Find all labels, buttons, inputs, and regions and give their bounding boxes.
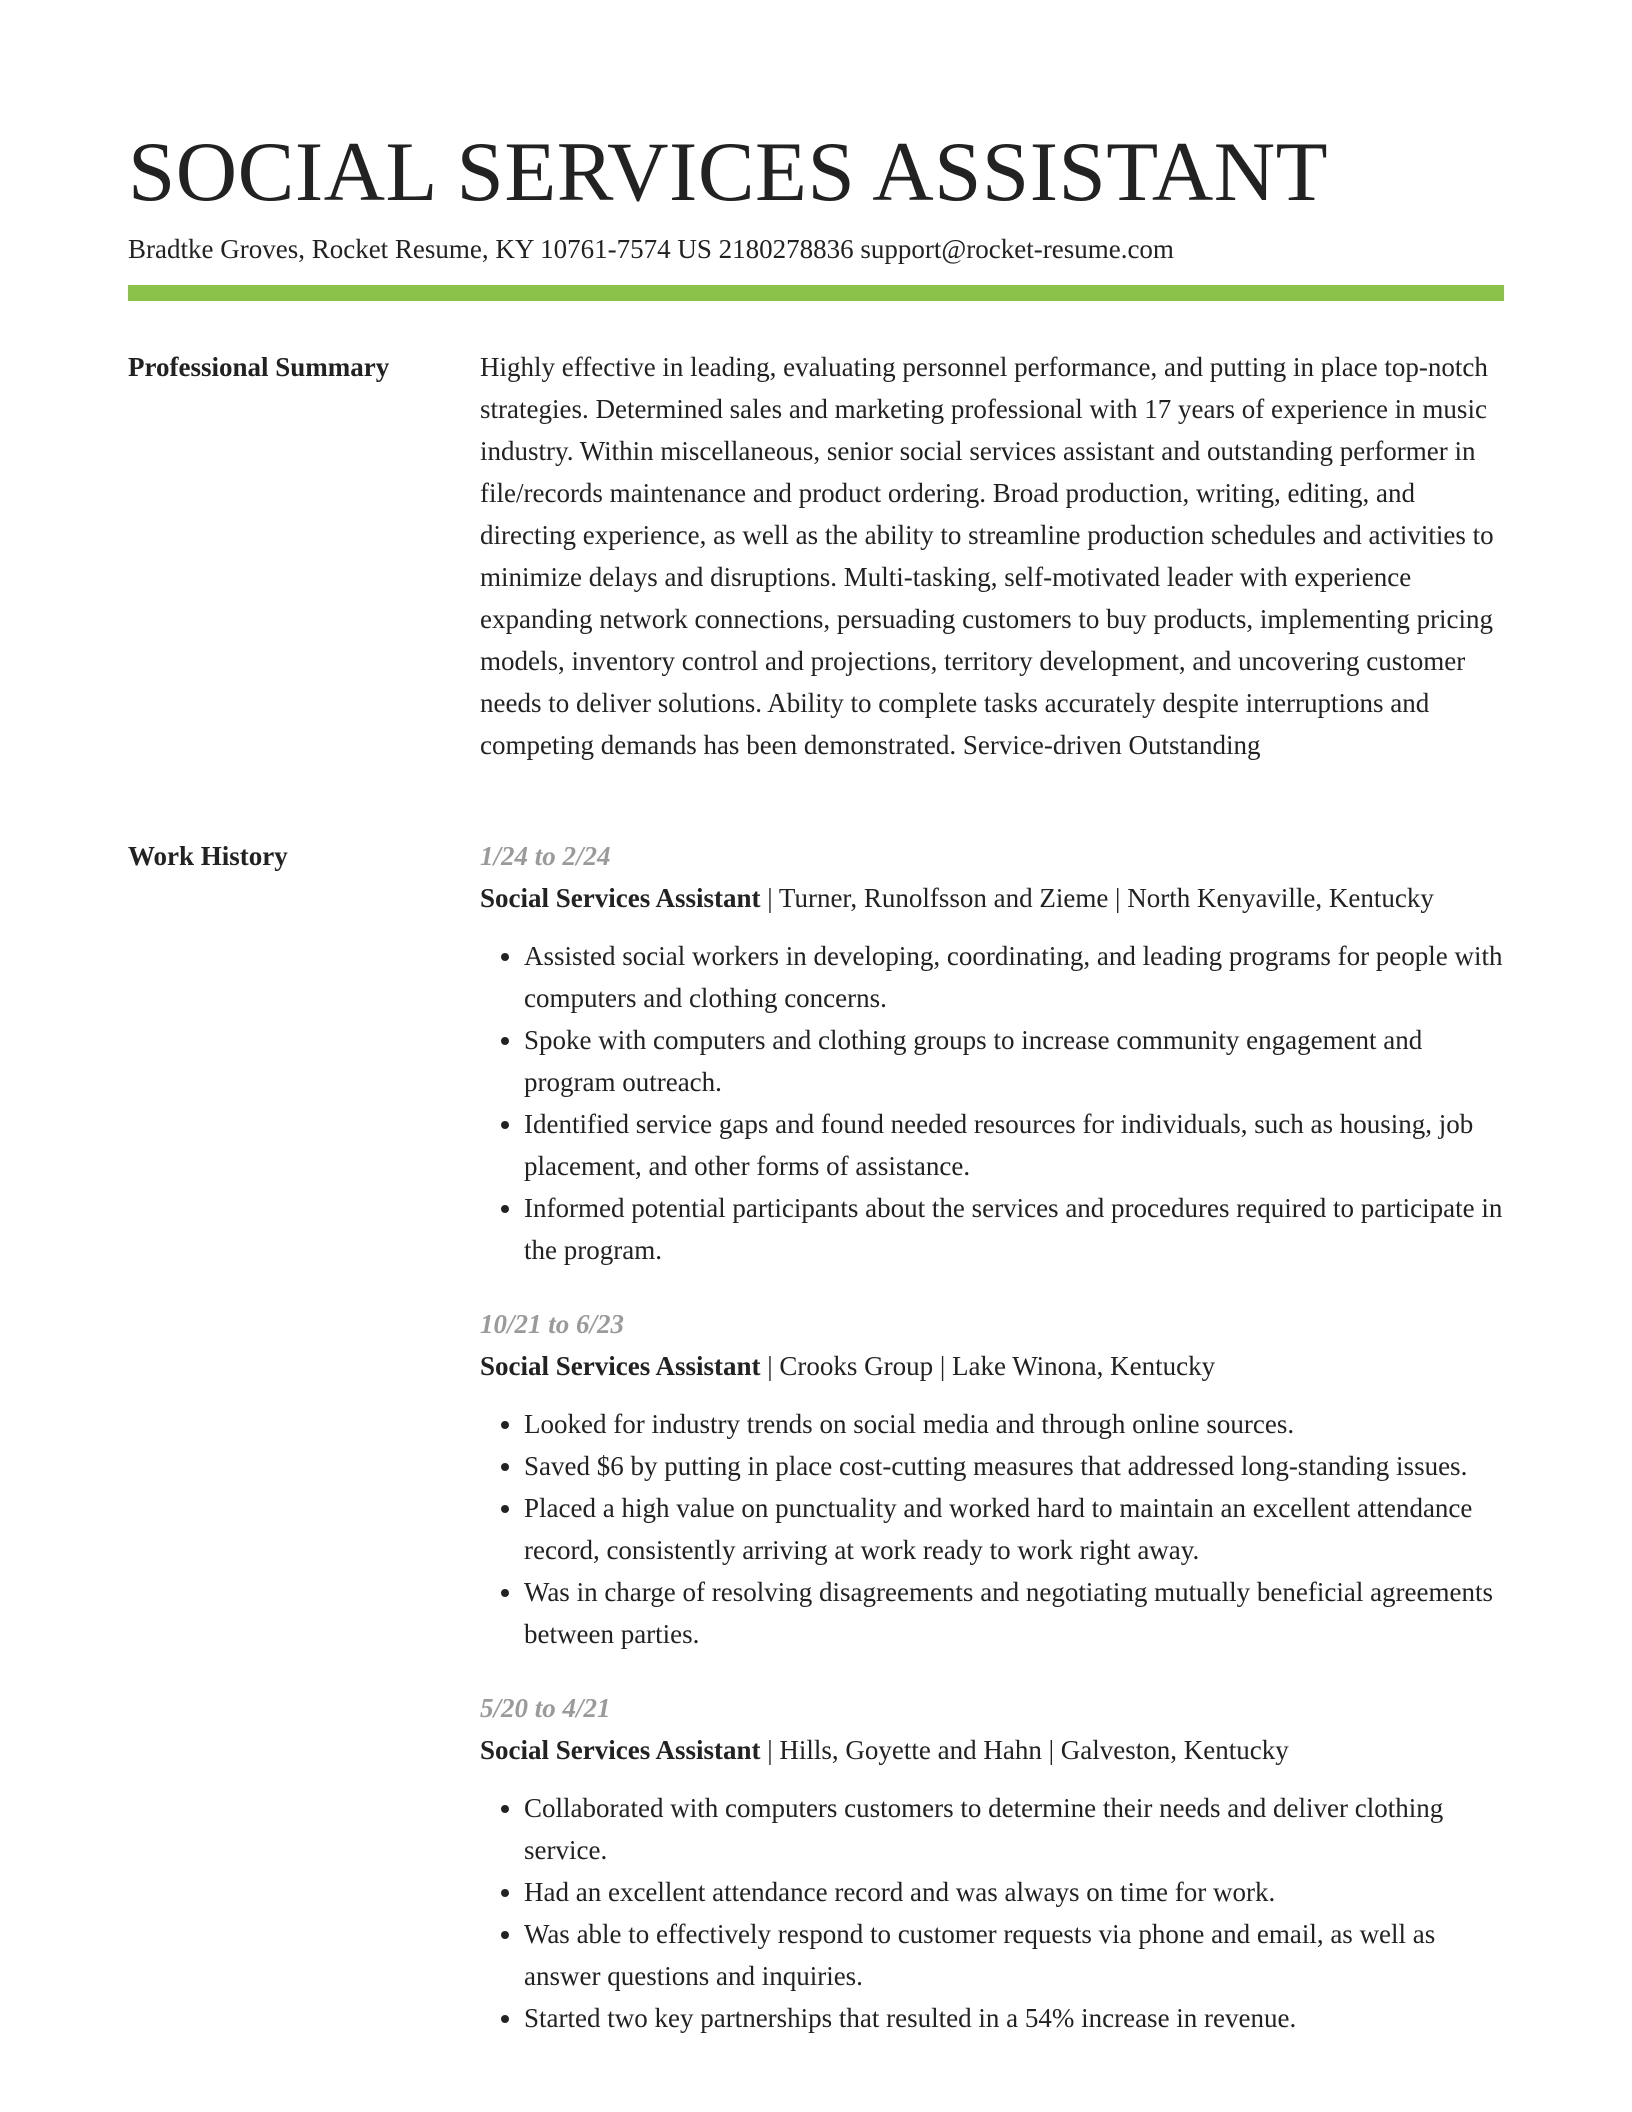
job-title: Social Services Assistant <box>480 1351 761 1381</box>
job-details: | Turner, Runolfsson and Zieme | North Kenyaville, Kentucky <box>760 883 1434 913</box>
job-bullets <box>480 1403 1504 1655</box>
job-bullet: • Started two key partnerships that resulted in a 54% increase in revenue. <box>524 1997 1504 2039</box>
job-heading <box>480 1729 1504 1771</box>
summary-label: Professional Summary <box>128 352 390 382</box>
contact-line: Bradtke Groves, Rocket Resume, KY 10761-7574 US 2180278836 support@rocket-resume.com <box>128 234 1174 264</box>
job-bullet: • Had an excellent attendance record and was always on time for work. <box>524 1871 1504 1913</box>
summary-body <box>480 346 1504 766</box>
job-details: | Hills, Goyette and Hahn | Galveston, Kentucky <box>760 1735 1289 1765</box>
job-heading <box>480 1345 1504 1387</box>
work-history-label: Work History <box>128 841 288 871</box>
job-bullets <box>480 1787 1504 2039</box>
job-details: | Crooks Group | Lake Winona, Kentucky <box>760 1351 1216 1381</box>
job-bullets <box>480 935 1504 1271</box>
work-history-body <box>480 835 1504 2071</box>
resume-title: SOCIAL SERVICES ASSISTANT <box>128 125 1329 219</box>
job-bullet: • Placed a high value on punctuality and worked hard to maintain an excellent attendance record, consistently arriving at work ready to work right away. <box>524 1487 1504 1571</box>
job-bullet: • Saved $6 by putting in place cost-cutting measures that addressed long-standing issues. <box>524 1445 1504 1487</box>
job-bullet: • Collaborated with computers customers to determine their needs and deliver clothing service. <box>524 1787 1504 1871</box>
job-title: Social Services Assistant <box>480 883 761 913</box>
job-bullet: • Was in charge of resolving disagreements and negotiating mutually beneficial agreements between parties. <box>524 1571 1504 1655</box>
job-bullet: • Informed potential participants about the services and procedures required to participate in the program. <box>524 1187 1504 1271</box>
job-heading <box>480 877 1504 919</box>
job-entry <box>480 1303 1504 1655</box>
job-bullet: • Assisted social workers in developing, coordinating, and leading programs for people with computers and clothing concerns. <box>524 935 1504 1019</box>
job-title: Social Services Assistant <box>480 1735 761 1765</box>
job-dates: 10/21 to 6/23 <box>480 1309 625 1339</box>
job-bullet: • Identified service gaps and found needed resources for individuals, such as housing, job placement, and other forms of assistance. <box>524 1103 1504 1187</box>
job-entry <box>480 835 1504 1271</box>
accent-divider <box>128 285 1504 301</box>
job-entry <box>480 1687 1504 2039</box>
summary-text: Highly effective in leading, evaluating personnel performance, and putting in place top-notch strategies. Determined sales and marketing professional with 17 years of experience in music industry. Within miscellaneous, senior social services assistant and outstanding performer in file/records maintenance and product ordering. Broad production, writing, editing, and directing experience, as well as the ability to streamline production schedules and activities to minimize delays and disruptions. Multi-tasking, self-motivated leader with experience expanding network connections, persuading customers to buy products, implementing pricing models, inventory control and projections, territory development, and uncovering customer needs to deliver solutions. Ability to complete tasks accurately despite interruptions and competing demands has been demonstrated. Service-driven Outstanding <box>480 352 1494 760</box>
job-bullet: • Was able to effectively respond to customer requests via phone and email, as well as answer questions and inquiries. <box>524 1913 1504 1997</box>
job-bullet: • Looked for industry trends on social media and through online sources. <box>524 1403 1504 1445</box>
job-dates: 5/20 to 4/21 <box>480 1693 611 1723</box>
job-dates: 1/24 to 2/24 <box>480 841 611 871</box>
job-bullet: • Spoke with computers and clothing groups to increase community engagement and program outreach. <box>524 1019 1504 1103</box>
